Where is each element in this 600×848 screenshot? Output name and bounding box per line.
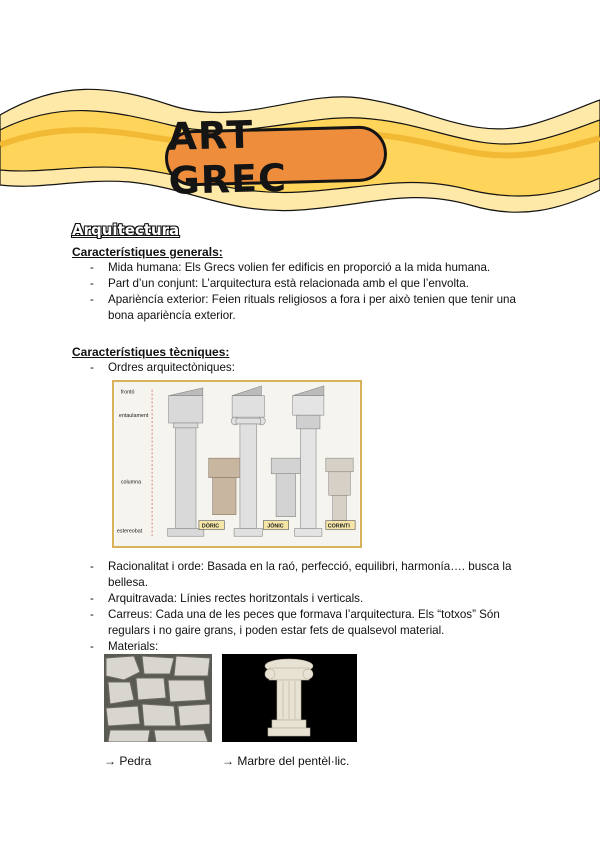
label-fronto: frontó [120,389,135,396]
stone-wall-image [104,654,212,742]
list-item: - Materials: [72,639,532,655]
doric-detail [209,458,240,515]
marble-column-image [222,654,357,742]
architectural-orders-figure [112,380,362,548]
list-item: - Racionalitat i orde: Basada en la raó, perfecció, equilibri, harmonía…. busca la bellesa. [72,559,532,591]
label-jonic: JÒNIC [267,523,284,530]
stone-caption: → Pedra [104,754,152,768]
section-heading: Arquitectura [72,221,180,239]
marble-caption: → Marbre del pentèl·lic. [222,754,350,768]
label-corinti: CORINTI [327,523,350,530]
document-body [72,222,532,655]
list-item: - Carreus: Cada una de les peces que formava l’arquitectura. Els “totxos” Són regulars i no gaire grans, i poden estar fets de qualsevol material. [72,607,532,639]
general-heading: Característiques generals: [72,245,223,259]
title-badge [164,112,387,203]
label-doric: DÒRIC [201,523,220,530]
label-entaulament: entaulament [118,413,149,420]
label-estereobat: estereobat [116,528,143,535]
general-list [72,260,532,324]
list-item: - Ordres arquitectòniques: [72,360,532,376]
list-item: - Part d’un conjunt: L’arquitectura està relacionada amb el que l’envolta. [72,276,532,292]
technical-list [72,559,532,655]
list-item: - Arquitravada: Línies rectes horitzontals i verticals. [72,591,532,607]
list-item: - Mida humana: Els Grecs volien fer edificis en proporció a la mida humana. [72,260,532,276]
page-title: ART GREC [166,112,288,203]
technical-list-orders [72,360,532,376]
technical-heading: Característiques tècniques: [72,345,230,359]
label-columna: columna [120,479,142,486]
list-item: - Aparièncía exterior: Feien rituals religiosos a fora i per això tenien que tenir una bona aparièncía exterior. [72,292,532,324]
